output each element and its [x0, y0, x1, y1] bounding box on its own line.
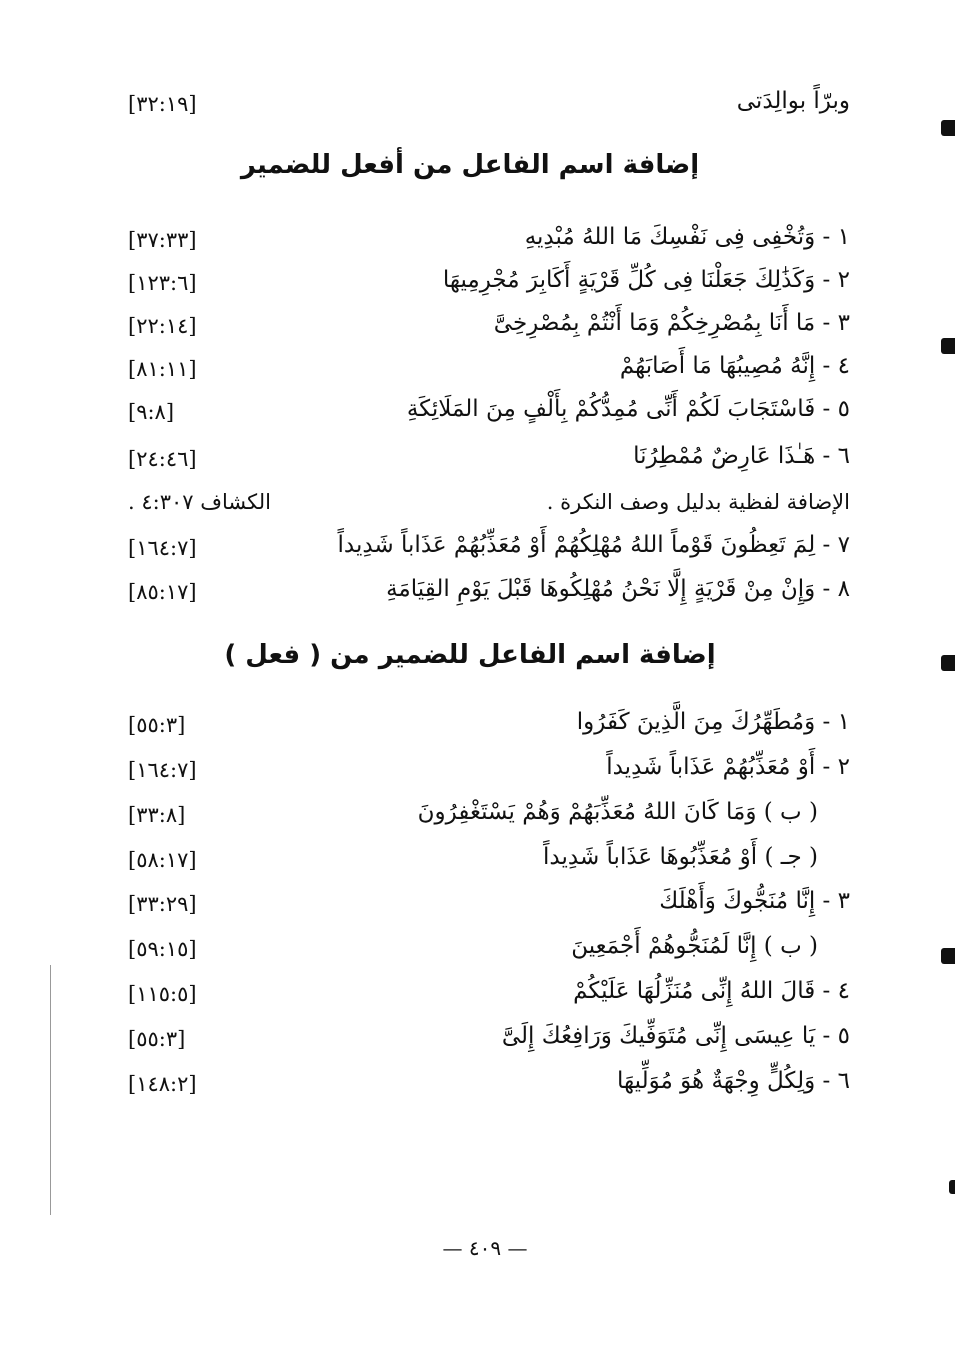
scan-margin-mark: [949, 1180, 955, 1194]
verse-text: ٦ - وَلِكُلٍّ وِجْهَةٌ هُوَ مُوَلِّيهَا: [617, 1068, 850, 1094]
verse-row: [120, 308, 850, 348]
verse-text: ٥ - فَاسْتَجَابَ لَكُمْ أَنِّى مُمِدُّكُمْ بِأَلْفٍ مِنَ المَلَائِكَةِ: [406, 396, 850, 422]
verse-reference: [٣٣:٢٩]: [128, 892, 197, 916]
verse-reference: [١٢٣:٦]: [128, 271, 197, 295]
verse-reference: [٣٧:٣٣]: [128, 228, 197, 252]
verse-text: ( جـ ) أَوْ مُعَذِّبُوهَا عَذَاباً شَدِيداً: [543, 844, 818, 870]
verse-row: [120, 574, 850, 614]
verse-row: [120, 222, 850, 262]
verse-reference: [١٦٤:٧]: [128, 758, 197, 782]
note-source: الكشاف ٤:٣٠٧ .: [128, 490, 271, 514]
verse-row: [120, 394, 850, 434]
verse-reference: [١١٥:٥]: [128, 982, 197, 1006]
verse-text: ٤ - إِنَّهُ مُصِيبُهَا مَا أَصَابَهُمْ: [619, 353, 850, 379]
verse-text: ٨ - وَإِنْ مِنْ قَرْيَةٍ إِلَّا نَحْنُ مُهْلِكُوهَا قَبْلَ يَوْمِ القِيَامَةِ: [386, 576, 850, 602]
verse-reference: [١٦٤:٧]: [128, 536, 197, 560]
verse-row: [120, 530, 850, 570]
verse-reference: [٨٥:١٧]: [128, 580, 197, 604]
verse-reference: [١٤٨:٢]: [128, 1072, 197, 1096]
verse-text: ٢ - وَكَذَٰلِكَ جَعَلْنَا فِى كُلِّ قَرْيَةٍ أَكَابِرَ مُجْرِمِيهَا: [442, 267, 850, 293]
scan-margin-mark: [941, 120, 955, 136]
verse-reference: [٥٥:٣]: [128, 713, 186, 737]
top-line: [120, 86, 850, 126]
verse-text: ٤ - قَالَ اللهُ إِنِّى مُنَزِّلُهَا عَلَيْكُمْ: [573, 978, 850, 1004]
verse-text: ٣ - إِنَّا مُنَجُّوكَ وَأَهْلَكَ: [659, 888, 850, 914]
verse-reference: [٥٩:١٥]: [128, 937, 197, 961]
verse-reference: [٩:٨]: [128, 400, 175, 424]
verse-row: [120, 707, 850, 747]
verse-reference: [٣٣:٨]: [128, 803, 186, 827]
verse-text: ٦ - هَـٰذَا عَارِضٌ مُمْطِرُنَا: [633, 443, 850, 469]
verse-text: ١ - وَمُطَهِّرُكَ مِنَ الَّذِينَ كَفَرُوا: [576, 709, 850, 735]
verse-row: [120, 441, 850, 481]
verse-row: [120, 842, 850, 882]
verse-text: ( ب ) إِنَّا لَمُنَجُّوهُمْ أَجْمَعِينَ: [571, 933, 818, 959]
scan-margin-mark: [941, 338, 955, 354]
page-number: — ٤٠٩ —: [442, 1236, 528, 1260]
verse-row: [120, 752, 850, 792]
verse-row: [120, 1066, 850, 1106]
verse-text: وبرّاً بوالِدَتى: [736, 88, 850, 114]
scan-margin-mark: [941, 948, 955, 964]
verse-row: [120, 976, 850, 1016]
verse-reference: [٥٨:١٧]: [128, 848, 197, 872]
verse-text: ٢ - أَوْ مُعَذِّبُهُمْ عَذَاباً شَدِيداً: [606, 754, 850, 780]
verse-row: [120, 931, 850, 971]
verse-text: ( ب ) وَمَا كَانَ اللهُ مُعَذِّبَهُمْ وَهُمْ يَسْتَغْفِرُونَ: [417, 799, 818, 825]
section-heading-2: إضافة اسم الفاعل للضمير من ( فعل ): [224, 640, 716, 670]
verse-text: ٧ - لِمَ تَعِظُونَ قَوْماً اللهُ مُهْلِكُهُمْ أَوْ مُعَذِّبُهُمْ عَذَاباً شَدِيداً: [337, 532, 850, 558]
verse-row: [120, 797, 850, 837]
scan-margin-mark: [941, 655, 955, 671]
verse-text: ١ - وَتُخْفِى فِى نَفْسِكَ مَا اللهُ مُبْدِيهِ: [524, 224, 850, 250]
verse-reference: [٣٢:١٩]: [128, 92, 197, 116]
verse-row: [120, 265, 850, 305]
verse-reference: [٨١:١١]: [128, 357, 197, 381]
scan-binding-line: [50, 965, 51, 1215]
verse-text: ٣ - مَا أَنَا بِمُصْرِخِكُمْ وَمَا أَنْتُمْ بِمُصْرِخِىَّ: [493, 310, 850, 336]
verse-row: [120, 1021, 850, 1061]
verse-text: ٥ - يَا عِيسَى إِنِّى مُتَوَفِّيكَ وَرَافِعُكَ إِلَىَّ: [501, 1023, 850, 1049]
verse-reference: [٥٥:٣]: [128, 1027, 186, 1051]
verse-row: [120, 351, 850, 391]
verse-reference: [٢٤:٤٦]: [128, 447, 197, 471]
section-heading-1: إضافة اسم الفاعل من أفعل للضمير: [240, 150, 700, 180]
verse-reference: [٢٢:١٤]: [128, 314, 197, 338]
commentary-note: [120, 486, 850, 522]
verse-row: [120, 886, 850, 926]
note-text: الإضافة لفظية بدليل وصف النكرة .: [546, 490, 850, 514]
